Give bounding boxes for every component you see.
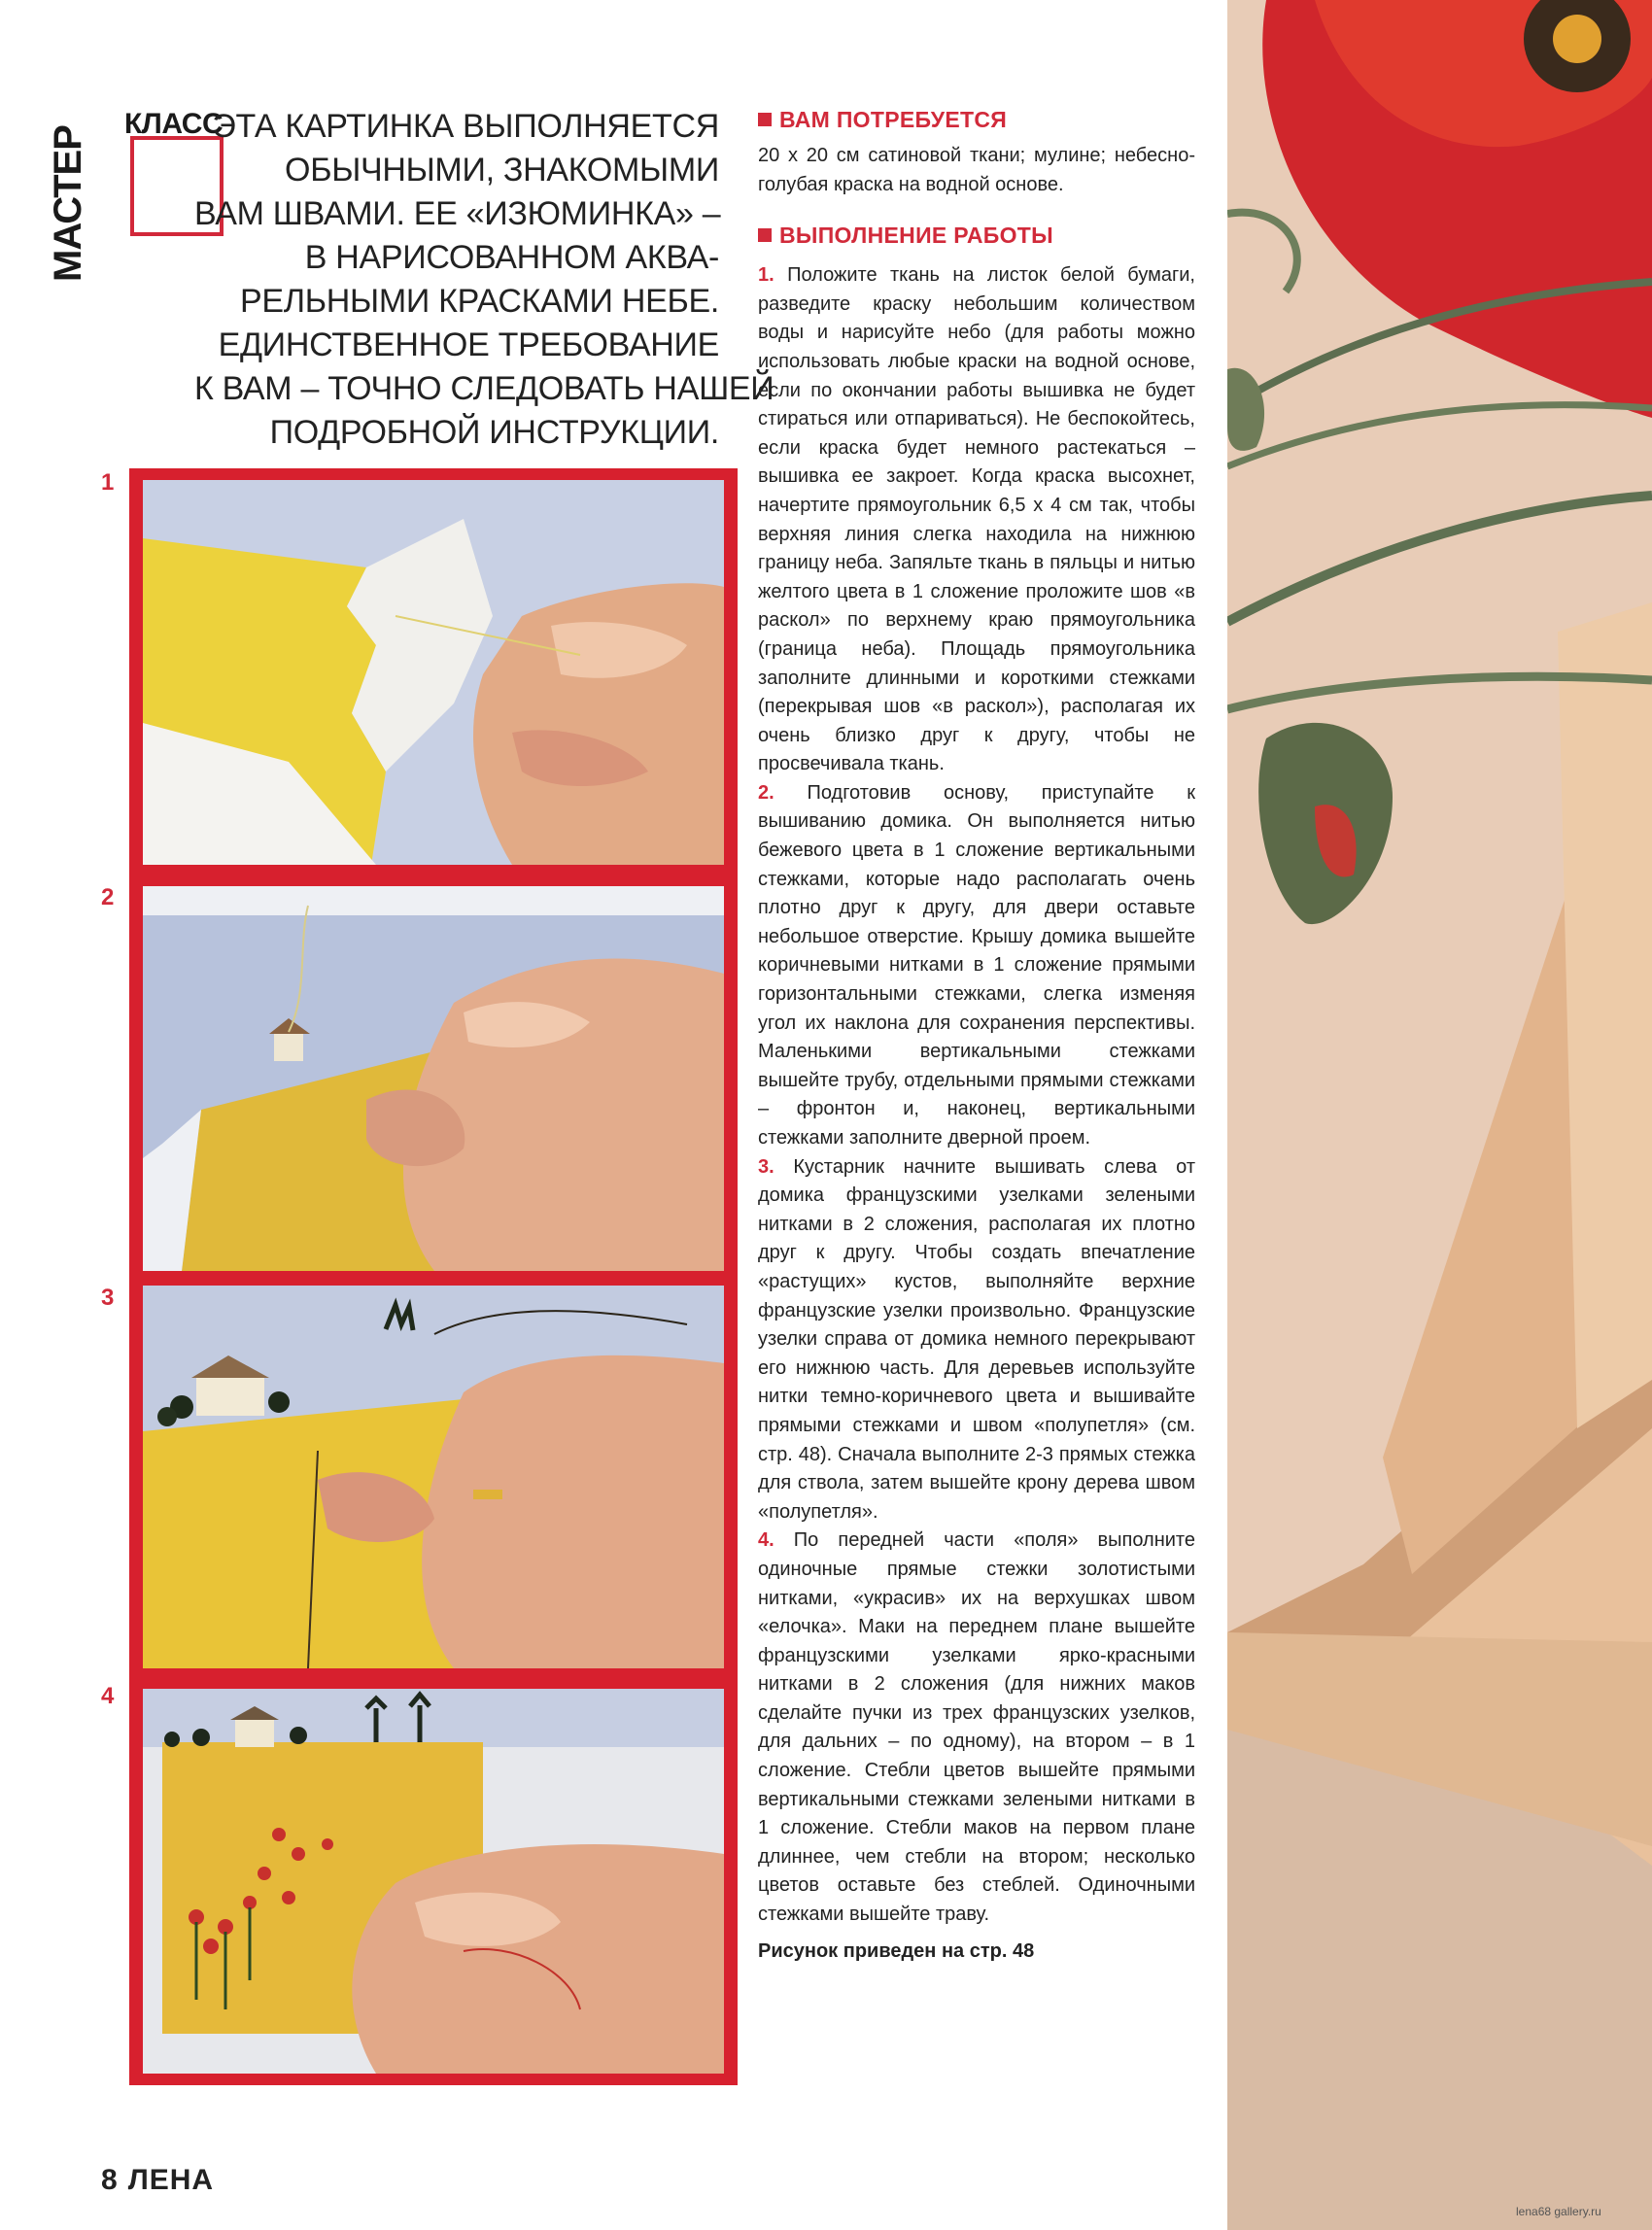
needs-heading-label: ВАМ ПОТРЕБУЕТСЯ [779, 107, 1008, 132]
step-text-number: 4. [758, 1529, 774, 1552]
intro-line: ЕДИНСТВЕННОЕ ТРЕБОВАНИЕ [218, 326, 719, 363]
work-heading-label: ВЫПОЛНЕНИЕ РАБОТЫ [779, 223, 1053, 249]
intro-line: ПОДРОБНОЙ ИНСТРУКЦИИ. [269, 414, 719, 451]
step-text-body: Подготовив основу, приступайте к вышиванию домика. Он выполняется нитью бежевого цвета в 1 сложение вертикальными стежками, которые надо располагать очень плотно друг к другу, для двери оставьте небольшое отверстие. Крышу домика вышейте коричневыми нитками в 1 сложение прямыми горизонтальными стежками, слегка изменяя угол их наклона для сохранения перспективы. Маленькими вертикальными стежками вышейте трубу, отдельными прямыми стежками – фронтон и, наконец, вертикальными стежками заполните дверной проем. [758, 781, 1195, 1149]
step-number: 2 [101, 884, 115, 910]
step-text-4 [758, 1527, 1195, 1929]
figure-caption: Рисунок приведен на стр. 48 [758, 1939, 1035, 1962]
step-text-2 [758, 779, 1195, 1153]
step-text-body: По передней части «поля» выполните одиночные прямые стежки золотистыми нитками, «украсив» их на верхушках швом «елочка». Маки на переднем плане вышейте французскими узелками ярко-красными нитками в 2 сложения (для нижних маков сделайте пучки из трех французских узелков, для дальних – по одному), на втором – в 1 сложение. Стебли цветов вышейте прямыми вертикальными стежками зелеными нитками в 1 сложение. Стебли маков на первом плане длиннее, чем стебли на втором; несколько цветов оставьте без стеблей. Одиночными стежками вышейте траву. [758, 1529, 1195, 1926]
intro-line: В НАРИСОВАННОМ АКВА- [304, 239, 719, 276]
page-number: 8 [101, 2164, 119, 2196]
embroidery-photo [143, 1286, 724, 1668]
embroidery-photo [143, 1689, 724, 2074]
intro-line: ОБЫЧНЫМИ, ЗНАКОМЫМИ [285, 152, 719, 189]
step-text-number: 2. [758, 781, 774, 804]
decorative-photo [1227, 0, 1652, 2230]
step-text-number: 1. [758, 264, 774, 287]
step-text-body: Положите ткань на листок белой бумаги, разведите краску небольшим количеством воды и нарисуйте небо (для работы можно использовать любые краски на водной основе, если по окончании работы вышивка не будет стираться или отпариваться). Не беспокойтесь, если краска будет немного растекаться – вышивка ее закроет. Когда краска высохнет, начертите прямоугольник 6,5 х 4 см так, чтобы верхняя линия слегка находила на нижнюю границу неба. Запяльте ткань в пяльцы и нитью желтого цвета в 1 сложение проложите шов «в раскол» по верхнему краю прямоугольника (граница неба). Площадь прямоугольника заполните длинными и короткими стежками (перекрывая шов «в раскол»), располагая их очень близко друг к другу, чтобы не просвечивала ткань. [758, 264, 1195, 775]
watermark-credit: lena68 gallery.ru [1516, 2205, 1601, 2218]
intro-line: К ВАМ – ТОЧНО СЛЕДОВАТЬ НАШЕЙ [194, 370, 774, 407]
page-footer [101, 2164, 214, 2197]
logo-klass-text: КЛАСС [124, 108, 224, 140]
instructions-column [758, 105, 1195, 1966]
intro-line: РЕЛЬНЫМИ КРАСКАМИ НЕБЕ. [240, 283, 719, 320]
needs-text: 20 х 20 см сатиновой ткани; мулине; небесно-голубая краска на водной основе. [758, 145, 1195, 195]
bullet-square-icon [758, 113, 772, 126]
intro-line: ЭТА КАРТИНКА ВЫПОЛНЯЕТСЯ [212, 108, 719, 145]
step-text-number: 3. [758, 1155, 774, 1178]
step-number: 1 [101, 469, 115, 496]
step-number: 4 [101, 1683, 115, 1709]
needs-heading [758, 105, 1195, 134]
logo-master-text: МАСТЕР [47, 125, 89, 282]
step-text-body: Кустарник начните вышивать слева от домика французскими узелками зелеными нитками в 2 сложения, располагая их плотно друг к другу. Чтобы создать впечатление «растущих» кустов, выполняйте верхние французские узелки произвольно. Французские узелки справа от домика немного перекрывают его нижнюю часть. Для деревьев используйте нитки темно-коричневого цвета и вышивайте прямыми стежками и швом «полупетля» (см. стр. 48). Сначала выполните 2-3 прямых стежка для ствола, затем вышейте крону дерева швом «полупетля». [758, 1155, 1195, 1523]
embroidery-photo [143, 480, 724, 865]
intro-text [194, 105, 774, 455]
step-photo-4 [129, 1677, 738, 2085]
poppy-frame-photo [1227, 0, 1652, 2230]
embroidery-photo [143, 886, 724, 1271]
step-photo-2 [129, 875, 738, 1283]
step-text-3 [758, 1153, 1195, 1527]
intro-line: ВАМ ШВАМИ. ЕЕ «ИЗЮМИНКА» – [194, 195, 721, 232]
magazine-name: ЛЕНА [127, 2164, 215, 2196]
bullet-square-icon [758, 228, 772, 242]
step-text-1 [758, 261, 1195, 779]
step-photo-3 [129, 1274, 738, 1680]
step-photo-1 [129, 468, 738, 876]
step-number: 3 [101, 1285, 115, 1311]
work-heading [758, 221, 1195, 250]
